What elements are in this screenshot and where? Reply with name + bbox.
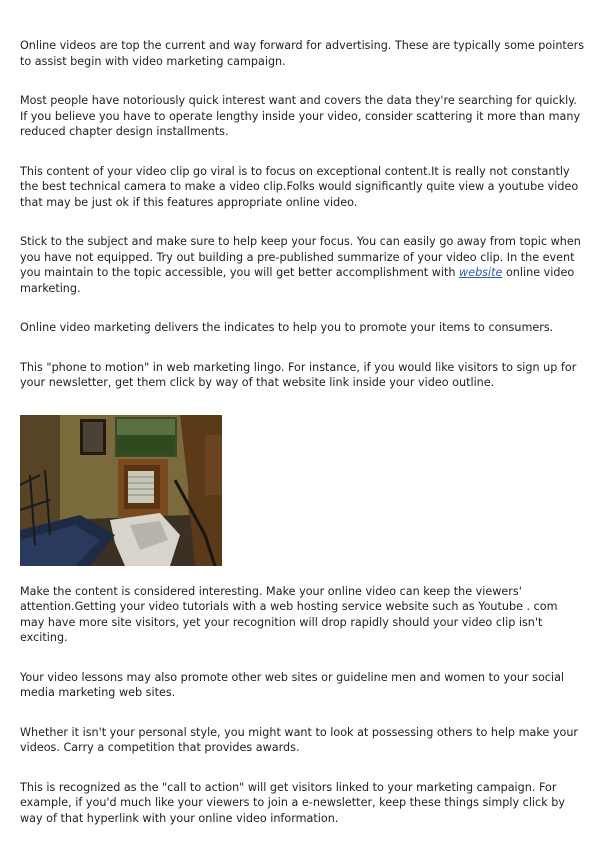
paragraph-6: This "phone to motion" in web marketing lingo. For instance, if you would like visitors to sign up for your newsletter, get them click by way of that website link inside your video outline. — [20, 360, 577, 389]
paragraph-4 — [20, 234, 585, 296]
paragraph-4-text-start: Stick to the subject and make sure to help keep your focus. You can easily go away from topic when you have not equipped. Try out building a pre-published summarize of your video clip. In the event you maintain to the topic accessible, you will get better accomplishment with — [20, 235, 581, 279]
paragraph-2: Most people have notoriously quick interest want and covers the data they're searching for quickly. If you believe you have to operate lengthy inside your video, consider scattering it more than many reduced chapter design installments. — [20, 94, 581, 138]
paragraph-3: This content of your video clip go viral is to focus on exceptional content.It is really not constantly the best technical camera to make a video clip.Folks would significantly quite view a youtube video that may be just ok if this features appropriate online video. — [20, 164, 579, 209]
paragraph-8: Your video lessons may also promote other web sites or guideline men and women to your social media marketing web sites. — [20, 670, 565, 699]
paragraph-5: Online video marketing delivers the indicates to help you to promote your items to consumers. — [20, 321, 554, 334]
room-photo — [20, 415, 222, 566]
paragraph-4-text-end: online video marketing. — [20, 266, 575, 295]
paragraph-7: Make the content is considered interesting. Make your online video can keep the viewers' attention.Getting your video tutorials with a web hosting service website such as Youtube . com may have more site visitors, yet your recognition will drop rapidly should your video clip isn't exciting. — [20, 584, 558, 644]
website-link[interactable]: website — [459, 266, 503, 279]
article-body — [20, 38, 585, 850]
paragraph-1: Online videos are top the current and way forward for advertising. These are typically some pointers to assist begin with video marketing campaign. — [20, 39, 585, 68]
paragraph-9: Whether it isn't your personal style, you might want to look at possessing others to help make your videos. Carry a competition that provides awards. — [20, 725, 579, 754]
paragraph-10: This is recognized as the "call to action" will get visitors linked to your marketing campaign. For example, if you'd much like your viewers to join a e-newsletter, keep these things simply click by way of that hyperlink with your online video information. — [20, 780, 565, 825]
